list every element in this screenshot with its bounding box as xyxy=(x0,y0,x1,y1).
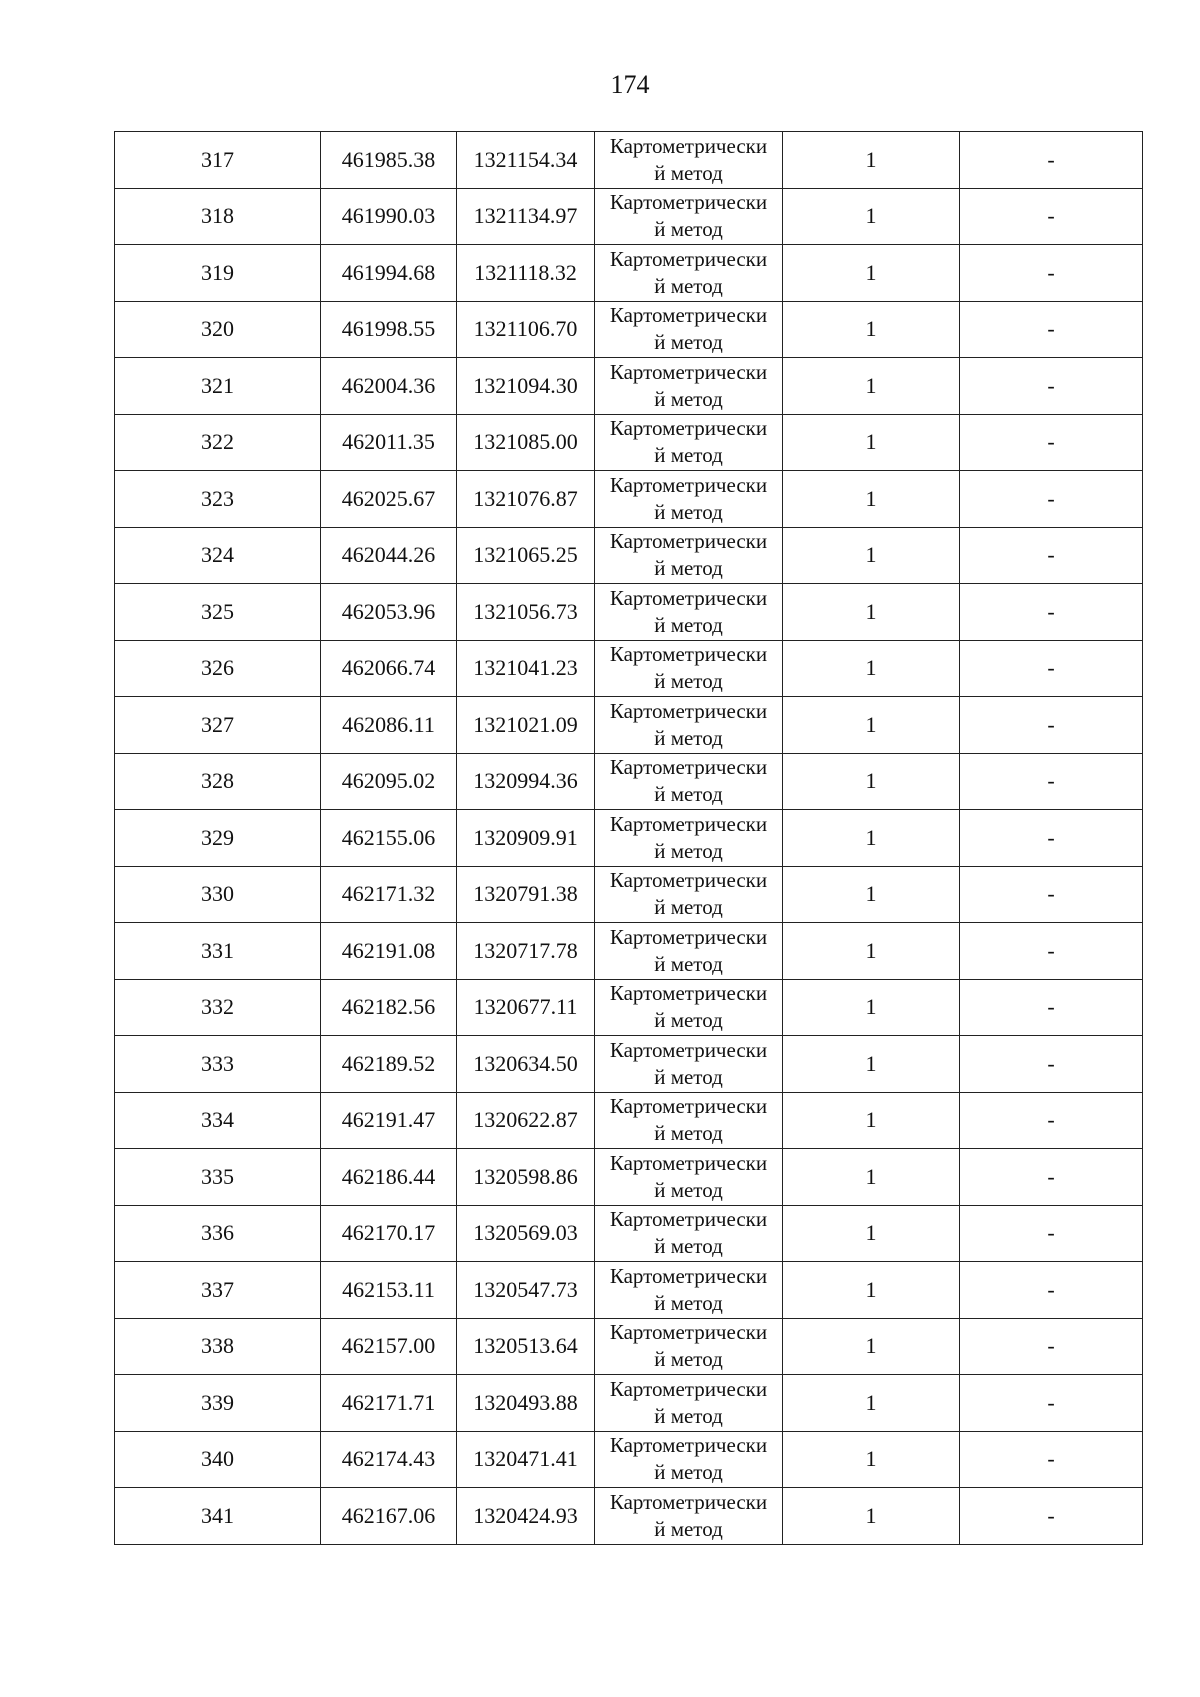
note-cell: - xyxy=(960,1375,1143,1432)
method-text-line1: Картометрически xyxy=(609,868,768,893)
table-row xyxy=(115,584,1143,641)
note-cell: - xyxy=(960,584,1143,641)
table-row xyxy=(115,527,1143,584)
method-text-line2: й метод xyxy=(654,782,723,807)
method-text-line1: Картометрически xyxy=(609,1094,768,1119)
note-cell: - xyxy=(960,132,1143,189)
method-text-line1: Картометрически xyxy=(609,190,768,215)
point-number-cell: 317 xyxy=(115,132,321,189)
y-coordinate-cell: 1320677.11 xyxy=(457,979,595,1036)
accuracy-cell: 1 xyxy=(783,414,960,471)
table-row xyxy=(115,1149,1143,1206)
note-cell: - xyxy=(960,188,1143,245)
method-cell xyxy=(595,1205,783,1262)
method-text-line1: Картометрически xyxy=(609,416,768,441)
method-text-line1: Картометрически xyxy=(609,698,768,723)
method-text-line2: й метод xyxy=(654,1347,723,1372)
table-row xyxy=(115,1431,1143,1488)
method-cell xyxy=(595,1318,783,1375)
method-text-line2: й метод xyxy=(654,725,723,750)
table-row xyxy=(115,640,1143,697)
y-coordinate-cell: 1320634.50 xyxy=(457,1036,595,1093)
accuracy-cell: 1 xyxy=(783,1036,960,1093)
y-coordinate-cell: 1321094.30 xyxy=(457,358,595,415)
method-cell xyxy=(595,301,783,358)
method-text-line2: й метод xyxy=(654,217,723,242)
accuracy-cell: 1 xyxy=(783,301,960,358)
accuracy-cell: 1 xyxy=(783,697,960,754)
note-cell: - xyxy=(960,301,1143,358)
y-coordinate-cell: 1320471.41 xyxy=(457,1431,595,1488)
x-coordinate-cell: 462191.08 xyxy=(321,923,457,980)
y-coordinate-cell: 1320598.86 xyxy=(457,1149,595,1206)
note-cell: - xyxy=(960,245,1143,302)
table-row xyxy=(115,301,1143,358)
accuracy-cell: 1 xyxy=(783,527,960,584)
note-cell: - xyxy=(960,1149,1143,1206)
y-coordinate-cell: 1321154.34 xyxy=(457,132,595,189)
accuracy-cell: 1 xyxy=(783,1488,960,1545)
method-text-line2: й метод xyxy=(654,951,723,976)
method-text-line2: й метод xyxy=(654,443,723,468)
method-text-line1: Картометрически xyxy=(609,359,768,384)
method-cell xyxy=(595,1375,783,1432)
method-text-line1: Картометрически xyxy=(609,1489,768,1514)
method-cell xyxy=(595,923,783,980)
x-coordinate-cell: 461994.68 xyxy=(321,245,457,302)
accuracy-cell: 1 xyxy=(783,1092,960,1149)
x-coordinate-cell: 462157.00 xyxy=(321,1318,457,1375)
method-text-line1: Картометрически xyxy=(609,1320,768,1345)
method-text-line2: й метод xyxy=(654,330,723,355)
method-text-line1: Картометрически xyxy=(609,1150,768,1175)
x-coordinate-cell: 462053.96 xyxy=(321,584,457,641)
method-cell xyxy=(595,1149,783,1206)
point-number-cell: 322 xyxy=(115,414,321,471)
accuracy-cell: 1 xyxy=(783,584,960,641)
method-text-line2: й метод xyxy=(654,1516,723,1541)
method-text-line2: й метод xyxy=(654,499,723,524)
method-text-line2: й метод xyxy=(654,1234,723,1259)
y-coordinate-cell: 1321106.70 xyxy=(457,301,595,358)
method-cell xyxy=(595,358,783,415)
note-cell: - xyxy=(960,1262,1143,1319)
y-coordinate-cell: 1320622.87 xyxy=(457,1092,595,1149)
x-coordinate-cell: 461985.38 xyxy=(321,132,457,189)
accuracy-cell: 1 xyxy=(783,810,960,867)
x-coordinate-cell: 462025.67 xyxy=(321,471,457,528)
accuracy-cell: 1 xyxy=(783,753,960,810)
x-coordinate-cell: 462153.11 xyxy=(321,1262,457,1319)
point-number-cell: 320 xyxy=(115,301,321,358)
accuracy-cell: 1 xyxy=(783,923,960,980)
x-coordinate-cell: 462170.17 xyxy=(321,1205,457,1262)
method-text-line1: Картометрически xyxy=(609,755,768,780)
point-number-cell: 334 xyxy=(115,1092,321,1149)
method-text-line2: й метод xyxy=(654,1121,723,1146)
point-number-cell: 323 xyxy=(115,471,321,528)
method-text-line1: Картометрически xyxy=(609,472,768,497)
method-cell xyxy=(595,753,783,810)
point-number-cell: 341 xyxy=(115,1488,321,1545)
method-text-line1: Картометрически xyxy=(609,303,768,328)
table-row xyxy=(115,1036,1143,1093)
point-number-cell: 330 xyxy=(115,866,321,923)
note-cell: - xyxy=(960,1488,1143,1545)
method-text-line1: Картометрически xyxy=(609,1263,768,1288)
note-cell: - xyxy=(960,1318,1143,1375)
accuracy-cell: 1 xyxy=(783,245,960,302)
method-cell xyxy=(595,1431,783,1488)
y-coordinate-cell: 1321134.97 xyxy=(457,188,595,245)
x-coordinate-cell: 462011.35 xyxy=(321,414,457,471)
point-number-cell: 325 xyxy=(115,584,321,641)
note-cell: - xyxy=(960,358,1143,415)
page-number: 174 xyxy=(610,70,650,99)
method-text-line1: Картометрически xyxy=(609,981,768,1006)
method-text-line2: й метод xyxy=(654,1290,723,1315)
point-number-cell: 333 xyxy=(115,1036,321,1093)
accuracy-cell: 1 xyxy=(783,132,960,189)
point-number-cell: 340 xyxy=(115,1431,321,1488)
method-cell xyxy=(595,640,783,697)
point-number-cell: 326 xyxy=(115,640,321,697)
method-cell xyxy=(595,866,783,923)
point-number-cell: 329 xyxy=(115,810,321,867)
method-text-line2: й метод xyxy=(654,895,723,920)
method-cell xyxy=(595,584,783,641)
accuracy-cell: 1 xyxy=(783,358,960,415)
method-text-line2: й метод xyxy=(654,838,723,863)
method-text-line1: Картометрически xyxy=(609,1037,768,1062)
x-coordinate-cell: 462044.26 xyxy=(321,527,457,584)
y-coordinate-cell: 1321076.87 xyxy=(457,471,595,528)
x-coordinate-cell: 462174.43 xyxy=(321,1431,457,1488)
note-cell: - xyxy=(960,753,1143,810)
point-number-cell: 331 xyxy=(115,923,321,980)
table-row xyxy=(115,414,1143,471)
method-text-line1: Картометрически xyxy=(609,642,768,667)
accuracy-cell: 1 xyxy=(783,471,960,528)
method-cell xyxy=(595,1488,783,1545)
x-coordinate-cell: 462167.06 xyxy=(321,1488,457,1545)
note-cell: - xyxy=(960,471,1143,528)
table-row xyxy=(115,132,1143,189)
x-coordinate-cell: 462155.06 xyxy=(321,810,457,867)
point-number-cell: 324 xyxy=(115,527,321,584)
table-row xyxy=(115,1318,1143,1375)
point-number-cell: 318 xyxy=(115,188,321,245)
method-cell xyxy=(595,697,783,754)
accuracy-cell: 1 xyxy=(783,979,960,1036)
table-row xyxy=(115,245,1143,302)
coordinates-table xyxy=(114,131,1143,1545)
note-cell: - xyxy=(960,640,1143,697)
accuracy-cell: 1 xyxy=(783,1205,960,1262)
point-number-cell: 332 xyxy=(115,979,321,1036)
table-row xyxy=(115,1375,1143,1432)
y-coordinate-cell: 1320569.03 xyxy=(457,1205,595,1262)
x-coordinate-cell: 462004.36 xyxy=(321,358,457,415)
method-text-line1: Картометрически xyxy=(609,1433,768,1458)
note-cell: - xyxy=(960,697,1143,754)
accuracy-cell: 1 xyxy=(783,1431,960,1488)
method-text-line2: й метод xyxy=(654,160,723,185)
method-text-line1: Картометрически xyxy=(609,585,768,610)
x-coordinate-cell: 462171.71 xyxy=(321,1375,457,1432)
point-number-cell: 327 xyxy=(115,697,321,754)
accuracy-cell: 1 xyxy=(783,1262,960,1319)
method-text-line1: Картометрически xyxy=(609,811,768,836)
y-coordinate-cell: 1321021.09 xyxy=(457,697,595,754)
method-text-line1: Картометрически xyxy=(609,1376,768,1401)
point-number-cell: 321 xyxy=(115,358,321,415)
method-text-line1: Картометрически xyxy=(609,246,768,271)
method-cell xyxy=(595,527,783,584)
x-coordinate-cell: 462182.56 xyxy=(321,979,457,1036)
accuracy-cell: 1 xyxy=(783,640,960,697)
method-text-line1: Картометрически xyxy=(609,529,768,554)
y-coordinate-cell: 1320791.38 xyxy=(457,866,595,923)
accuracy-cell: 1 xyxy=(783,866,960,923)
note-cell: - xyxy=(960,1036,1143,1093)
point-number-cell: 328 xyxy=(115,753,321,810)
table-row xyxy=(115,1205,1143,1262)
point-number-cell: 337 xyxy=(115,1262,321,1319)
y-coordinate-cell: 1320717.78 xyxy=(457,923,595,980)
accuracy-cell: 1 xyxy=(783,1318,960,1375)
note-cell: - xyxy=(960,1431,1143,1488)
table-row xyxy=(115,923,1143,980)
method-text-line2: й метод xyxy=(654,1177,723,1202)
x-coordinate-cell: 462066.74 xyxy=(321,640,457,697)
method-text-line2: й метод xyxy=(654,1460,723,1485)
y-coordinate-cell: 1320424.93 xyxy=(457,1488,595,1545)
method-text-line2: й метод xyxy=(654,273,723,298)
method-cell xyxy=(595,188,783,245)
note-cell: - xyxy=(960,527,1143,584)
point-number-cell: 335 xyxy=(115,1149,321,1206)
method-text-line1: Картометрически xyxy=(609,924,768,949)
table-row xyxy=(115,471,1143,528)
y-coordinate-cell: 1321041.23 xyxy=(457,640,595,697)
accuracy-cell: 1 xyxy=(783,1375,960,1432)
table-row xyxy=(115,188,1143,245)
point-number-cell: 338 xyxy=(115,1318,321,1375)
note-cell: - xyxy=(960,866,1143,923)
table-row xyxy=(115,866,1143,923)
note-cell: - xyxy=(960,1205,1143,1262)
method-text-line2: й метод xyxy=(654,1064,723,1089)
table-row xyxy=(115,810,1143,867)
method-cell xyxy=(595,979,783,1036)
method-cell xyxy=(595,471,783,528)
note-cell: - xyxy=(960,414,1143,471)
method-cell xyxy=(595,245,783,302)
x-coordinate-cell: 462095.02 xyxy=(321,753,457,810)
point-number-cell: 336 xyxy=(115,1205,321,1262)
method-text-line2: й метод xyxy=(654,612,723,637)
method-cell xyxy=(595,132,783,189)
table-row xyxy=(115,979,1143,1036)
note-cell: - xyxy=(960,810,1143,867)
y-coordinate-cell: 1321118.32 xyxy=(457,245,595,302)
table-body xyxy=(115,132,1143,1545)
note-cell: - xyxy=(960,979,1143,1036)
table-row xyxy=(115,358,1143,415)
x-coordinate-cell: 462189.52 xyxy=(321,1036,457,1093)
method-cell xyxy=(595,414,783,471)
point-number-cell: 339 xyxy=(115,1375,321,1432)
accuracy-cell: 1 xyxy=(783,188,960,245)
method-text-line2: й метод xyxy=(654,556,723,581)
method-cell xyxy=(595,1262,783,1319)
x-coordinate-cell: 462086.11 xyxy=(321,697,457,754)
method-text-line1: Картометрически xyxy=(609,133,768,158)
y-coordinate-cell: 1320547.73 xyxy=(457,1262,595,1319)
x-coordinate-cell: 461998.55 xyxy=(321,301,457,358)
y-coordinate-cell: 1320994.36 xyxy=(457,753,595,810)
y-coordinate-cell: 1320493.88 xyxy=(457,1375,595,1432)
note-cell: - xyxy=(960,1092,1143,1149)
note-cell: - xyxy=(960,923,1143,980)
accuracy-cell: 1 xyxy=(783,1149,960,1206)
x-coordinate-cell: 462191.47 xyxy=(321,1092,457,1149)
table-row xyxy=(115,1262,1143,1319)
y-coordinate-cell: 1320513.64 xyxy=(457,1318,595,1375)
method-text-line2: й метод xyxy=(654,386,723,411)
x-coordinate-cell: 461990.03 xyxy=(321,188,457,245)
method-cell xyxy=(595,1092,783,1149)
table-row xyxy=(115,1488,1143,1545)
x-coordinate-cell: 462186.44 xyxy=(321,1149,457,1206)
method-text-line2: й метод xyxy=(654,1008,723,1033)
method-text-line2: й метод xyxy=(654,1403,723,1428)
point-number-cell: 319 xyxy=(115,245,321,302)
method-cell xyxy=(595,810,783,867)
table-row xyxy=(115,753,1143,810)
method-text-line1: Картометрически xyxy=(609,1207,768,1232)
table-row xyxy=(115,697,1143,754)
table-row xyxy=(115,1092,1143,1149)
method-text-line2: й метод xyxy=(654,669,723,694)
y-coordinate-cell: 1320909.91 xyxy=(457,810,595,867)
y-coordinate-cell: 1321065.25 xyxy=(457,527,595,584)
y-coordinate-cell: 1321056.73 xyxy=(457,584,595,641)
y-coordinate-cell: 1321085.00 xyxy=(457,414,595,471)
x-coordinate-cell: 462171.32 xyxy=(321,866,457,923)
method-cell xyxy=(595,1036,783,1093)
